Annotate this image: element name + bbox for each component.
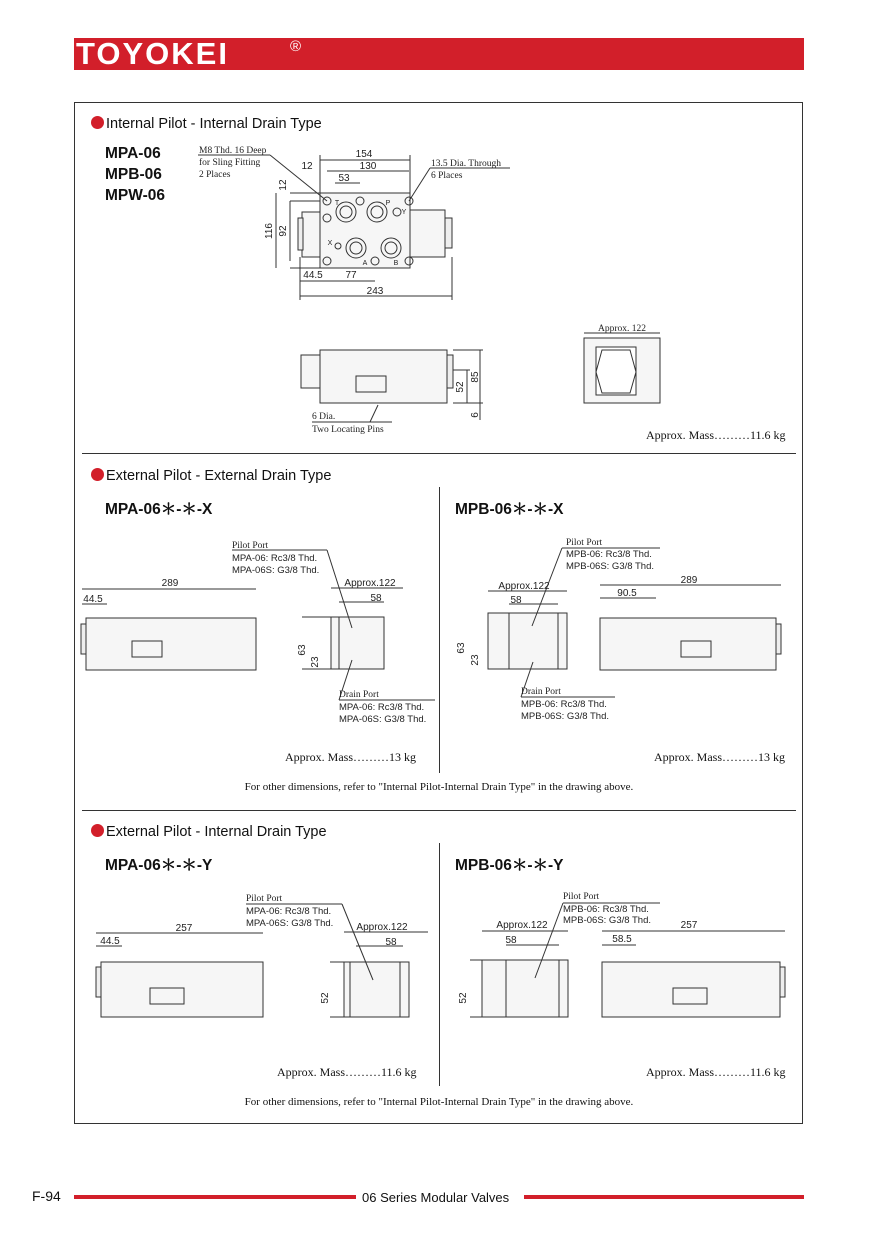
dim-58-5: 58.5 (612, 934, 632, 945)
drain-port-label: Drain Port (339, 690, 379, 700)
registered-mark: ® (290, 38, 302, 55)
dim-130: 130 (359, 161, 377, 172)
dim-52: 52 (458, 992, 469, 1004)
dim-52: 52 (455, 381, 466, 393)
pilot-port-spec: MPA-06: Rc3/8 Thd. (246, 906, 332, 917)
pilot-port-label: Pilot Port (566, 538, 603, 548)
page-number: F-94 (32, 1188, 61, 1204)
model-label: MPW-06 (105, 187, 165, 204)
port-x: X (327, 240, 333, 247)
port-a: A (362, 260, 368, 267)
dim-289: 289 (161, 578, 179, 589)
callout-sling-1: M8 Thd. 16 Deep (199, 146, 267, 156)
footer-rule (524, 1195, 804, 1199)
drain-port-spec: MPB-06S: G3/8 Thd. (521, 711, 610, 722)
brand-logo: TOYOKEI (76, 36, 229, 71)
dim-58: 58 (505, 935, 517, 946)
port-p: P (385, 200, 391, 207)
callout-sling-2: for Sling Fitting (199, 158, 261, 168)
drain-port-spec: MPA-06S: G3/8 Thd. (339, 714, 427, 725)
dim-154: 154 (355, 149, 373, 160)
reference-note: For other dimensions, refer to "Internal Pilot-Internal Drain Type" in the drawing above. (244, 1096, 634, 1108)
dim-44-5: 44.5 (83, 594, 103, 605)
pilot-port-label: Pilot Port (246, 894, 283, 904)
dim-243: 243 (366, 286, 384, 297)
footer-title: 06 Series Modular Valves (362, 1190, 510, 1205)
drain-port-spec: MPA-06: Rc3/8 Thd. (339, 702, 425, 713)
dim-257: 257 (680, 920, 698, 931)
pilot-port-label: Pilot Port (563, 892, 600, 902)
dim-53: 53 (338, 173, 350, 184)
model-label: MPB-06＊-＊-X (455, 501, 564, 518)
dim-58: 58 (385, 937, 397, 948)
dim-90-5: 90.5 (617, 588, 637, 599)
port-b: B (393, 260, 399, 267)
dim-63: 63 (297, 644, 308, 656)
dim-52: 52 (320, 992, 331, 1004)
callout-through-1: 13.5 Dia. Through (431, 159, 502, 169)
section-title-text: External Pilot - External Drain Type (106, 468, 332, 484)
dim-approx-122: Approx.122 (344, 578, 396, 589)
drain-port-spec: MPB-06: Rc3/8 Thd. (521, 699, 607, 710)
approx-mass: Approx. Mass………11.6 kg (646, 1065, 786, 1079)
dim-63: 63 (456, 642, 467, 654)
dim-116: 116 (264, 223, 275, 239)
approx-mass: Approx. Mass………11.6 kg (277, 1065, 417, 1079)
callout-pin-1: 6 Dia. (312, 412, 336, 422)
model-label: MPB-06 (105, 166, 162, 183)
footer-rule (74, 1195, 356, 1199)
dim-44-5: 44.5 (303, 270, 323, 281)
dim-289: 289 (680, 575, 698, 586)
dim-approx-122: Approx.122 (356, 922, 408, 933)
callout-through-2: 6 Places (431, 171, 463, 181)
dim-approx-122: Approx.122 (496, 920, 548, 931)
dim-23: 23 (310, 656, 321, 668)
pilot-port-spec: MPB-06: Rc3/8 Thd. (566, 549, 652, 560)
model-label: MPB-06＊-＊-Y (455, 857, 564, 874)
approx-mass: Approx. Mass………13 kg (654, 750, 785, 764)
dim-77: 77 (345, 270, 357, 281)
model-label: MPA-06＊-＊-X (105, 501, 213, 518)
approx-mass: Approx. Mass………13 kg (285, 750, 416, 764)
pilot-port-spec: MPA-06S: G3/8 Thd. (232, 565, 320, 576)
port-t: T (334, 200, 340, 207)
section-title-text: Internal Pilot - Internal Drain Type (106, 116, 322, 132)
dim-92: 92 (278, 225, 289, 237)
model-label: MPA-06＊-＊-Y (105, 857, 213, 874)
dim-257: 257 (175, 923, 193, 934)
dim-approx-122: Approx.122 (498, 581, 550, 592)
dim-58: 58 (510, 595, 522, 606)
dim-58: 58 (370, 593, 382, 604)
pilot-port-spec: MPB-06: Rc3/8 Thd. (563, 904, 649, 915)
callout-pin-2: Two Locating Pins (312, 425, 384, 435)
dim-23: 23 (470, 654, 481, 666)
pilot-port-spec: MPB-06S: G3/8 Thd. (566, 561, 655, 572)
callout-sling-3: 2 Places (199, 170, 231, 180)
port-y: Y (401, 209, 407, 216)
model-label: MPA-06 (105, 145, 161, 162)
pilot-port-label: Pilot Port (232, 541, 269, 551)
dim-12: 12 (301, 161, 313, 172)
dim-6: 6 (470, 412, 481, 418)
dim-44-5: 44.5 (100, 936, 120, 947)
section-title-text: External Pilot - Internal Drain Type (106, 824, 327, 840)
pilot-port-spec: MPA-06: Rc3/8 Thd. (232, 553, 318, 564)
dim-approx-122: Approx. 122 (597, 324, 647, 334)
pilot-port-spec: MPA-06S: G3/8 Thd. (246, 918, 334, 929)
dim-85: 85 (470, 371, 481, 383)
reference-note: For other dimensions, refer to "Internal Pilot-Internal Drain Type" in the drawing above. (244, 781, 634, 793)
drain-port-label: Drain Port (521, 687, 561, 697)
pilot-port-spec: MPB-06S: G3/8 Thd. (563, 915, 652, 926)
dim-12-v: 12 (278, 179, 289, 191)
approx-mass: Approx. Mass………11.6 kg (646, 428, 786, 442)
